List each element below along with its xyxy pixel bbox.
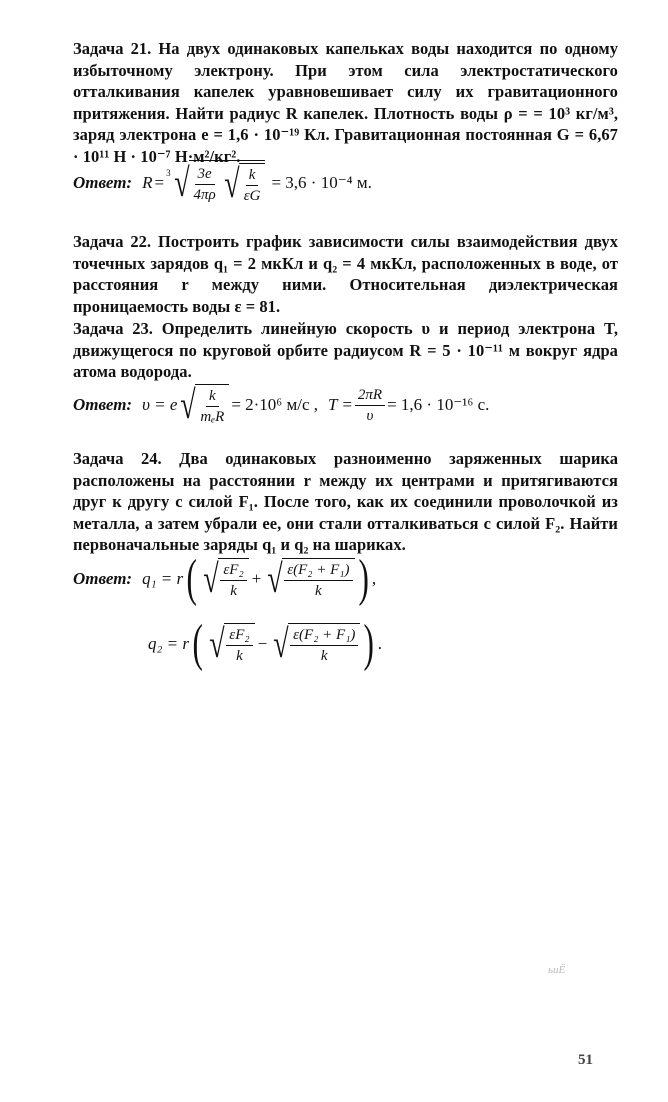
answer-label: Ответ:	[73, 569, 133, 588]
radical-sign-icon: √	[273, 621, 289, 666]
problem-21-answer	[73, 160, 618, 205]
fraction-den: k	[230, 583, 237, 599]
cube-root	[171, 160, 266, 205]
page-number: 51	[578, 1052, 593, 1068]
fraction-den: k	[315, 583, 322, 599]
problem-21	[73, 38, 618, 168]
radical-sign-icon: √	[209, 621, 225, 666]
square-root	[200, 558, 248, 600]
right-paren: )	[357, 550, 369, 607]
right-paren: )	[363, 615, 375, 672]
left-paren: (	[186, 550, 197, 607]
problem-23-text: Определить линейную скорость υ и период электрона T, движущегося по круговой орбите радиусом R = 5 · 10⁻¹¹ м вокруг ядра атома водорода.	[73, 319, 619, 382]
velocity-result: = 2·10⁶ м/с ,	[231, 395, 319, 414]
fraction-num: 3e	[195, 165, 215, 185]
fraction-den: εG	[243, 188, 261, 204]
square-root	[177, 384, 229, 426]
scan-smudge: ьиЁ	[548, 964, 566, 976]
formula-q2	[148, 615, 382, 672]
answer-label: Ответ:	[73, 172, 133, 192]
fraction-den: k	[236, 648, 243, 664]
square-root	[264, 558, 354, 600]
fraction-num: k	[206, 387, 219, 407]
q1-lhs: q₁ = r	[142, 569, 184, 588]
fraction-2piR-v	[355, 386, 385, 425]
radical-sign-icon: √	[203, 556, 220, 601]
square-root	[270, 623, 360, 665]
fraction-den: υ	[366, 407, 374, 424]
fraction-num: ε(F₂ + F₁)	[284, 561, 352, 581]
problem-24-label: Задача 24.	[73, 449, 162, 468]
problem-22-text: Построить график зависимости силы взаимодействия двух точечных зарядов q₁ = 2 мкКл и q₂ = 4 мкКл, расположенных в воде, от расстояния r между ними. Относительная диэлектрическая проницаемость воды ε = 81.	[73, 232, 618, 316]
fraction-num: 2πR	[355, 386, 385, 406]
fraction-3e-4pirho	[191, 165, 219, 204]
fraction-den: k	[320, 648, 328, 664]
fraction-den: mₑR	[200, 409, 225, 425]
formula-result: = 3,6 · 10⁻⁴ м.	[271, 172, 372, 192]
problem-23-answer	[73, 384, 618, 426]
problem-24-answer-q2	[148, 615, 618, 672]
problem-24-text: Два одинаковых разноименно заряженных шарика расположены на расстоянии r между их центрами и притягиваются друг к другу с силой F₁. После того, как их соединили проволочкой из металла, а затем убрали ее, они стали отталкиваться с силой F₂. Найти первоначальные заряды q₁ и q₂ на шариках.	[73, 449, 619, 555]
fraction-k-meR	[197, 387, 227, 426]
radical-sign-icon: √	[267, 556, 283, 601]
fraction-num: k	[246, 166, 259, 186]
fraction-num: ε(F₂ + F₁)	[290, 626, 358, 646]
radical-sign-icon: √	[173, 159, 190, 205]
formula-period	[328, 386, 489, 425]
problem-22-label: Задача 22.	[73, 232, 152, 251]
root-index: 3	[166, 167, 171, 178]
problem-23-label: Задача 23.	[73, 319, 153, 338]
period-result: = 1,6 · 10⁻¹⁶ с.	[387, 395, 490, 414]
plus-sign: +	[251, 569, 262, 588]
problem-23	[73, 318, 618, 383]
problem-21-text: На двух одинаковых капельках воды находится по одному избыточному электрону. При этом сила электростатического отталкивания капелек уравновешивает силу их гравитационного притяжения. Найти радиус R капелек. Плотность воды ρ = = 10³ кг/м³, заряд электрона e = 1,6 · 10⁻¹⁹ Кл. Гравитационная постоянная G = 6,67 · 10¹¹ Н · 10⁻⁷ Н·м²/кг².	[73, 39, 618, 166]
left-paren: (	[192, 615, 203, 672]
problem-22	[73, 231, 618, 317]
radical-sign-icon: √	[180, 382, 197, 427]
formula-radius	[142, 160, 372, 205]
problem-21-label: Задача 21.	[73, 39, 152, 58]
minus-sign: −	[257, 634, 268, 653]
fraction-k-epsG	[241, 166, 264, 205]
formula-lhs: R	[142, 172, 153, 192]
formula-eq: =	[154, 172, 165, 192]
formula-q1	[142, 550, 377, 607]
fraction-num: εF₂	[220, 561, 246, 581]
problem-24-answer-q1	[73, 550, 618, 607]
square-root	[221, 163, 266, 205]
fraction-num: εF₂	[226, 626, 252, 646]
velocity-lhs: υ = e	[142, 395, 178, 414]
fraction-den: 4πρ	[193, 186, 216, 203]
formula-velocity	[142, 384, 318, 426]
problem-24	[73, 448, 618, 556]
answer-label: Ответ:	[73, 395, 133, 414]
square-root	[206, 623, 254, 665]
q2-lhs: q₂ = r	[148, 634, 189, 653]
q1-end: ,	[371, 569, 377, 588]
period-lhs: T =	[328, 395, 353, 414]
q2-end: .	[377, 634, 382, 653]
radical-sign-icon: √	[224, 161, 240, 206]
